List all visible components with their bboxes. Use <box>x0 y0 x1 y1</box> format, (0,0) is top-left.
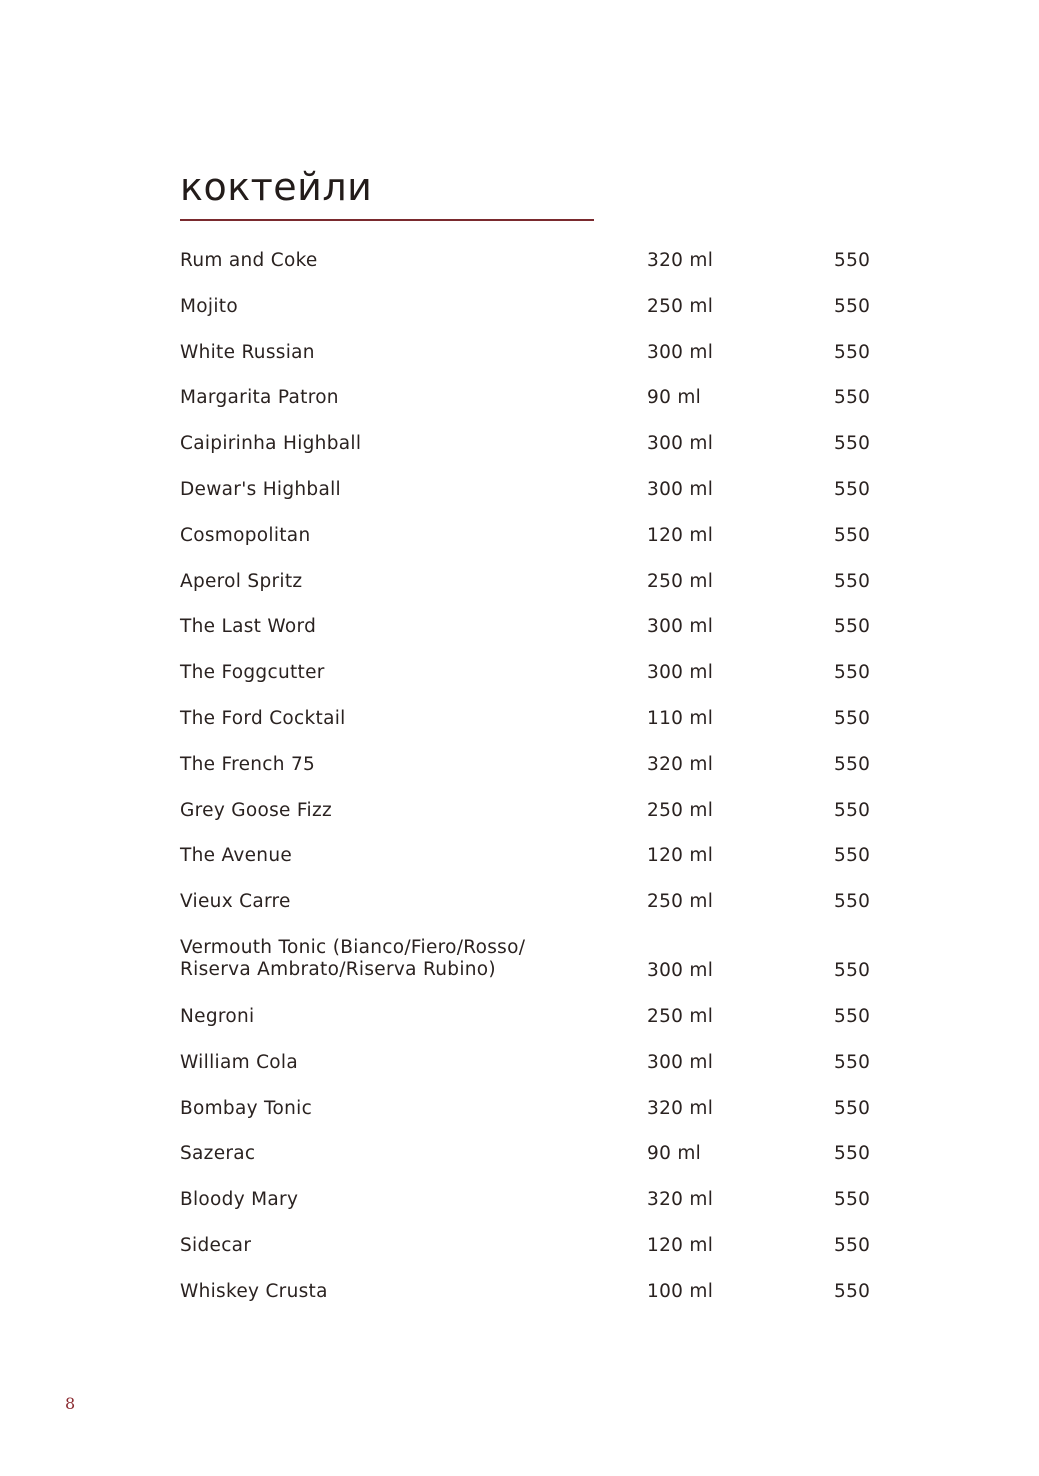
item-price: 550 <box>834 1051 871 1073</box>
menu-item <box>180 797 880 843</box>
menu-item <box>180 430 880 476</box>
item-name: The French 75 <box>180 753 316 775</box>
item-price: 550 <box>834 799 871 821</box>
item-name: Margarita Patron <box>180 387 339 409</box>
menu-item <box>180 1232 880 1278</box>
item-name: The Avenue <box>180 845 293 867</box>
item-name: Whiskey Crusta <box>180 1280 328 1302</box>
item-name: The Foggcutter <box>180 662 325 684</box>
item-price: 550 <box>834 662 871 684</box>
item-name: Cosmopolitan <box>180 524 311 546</box>
item-price: 550 <box>834 707 871 729</box>
item-price: 550 <box>834 1005 871 1027</box>
item-volume: 100 ml <box>647 1280 714 1302</box>
item-price: 550 <box>834 1189 871 1211</box>
item-name: The Last Word <box>180 616 317 638</box>
item-volume: 300 ml <box>647 1051 714 1073</box>
item-price: 550 <box>834 250 871 271</box>
item-volume: 250 ml <box>647 1005 714 1027</box>
item-name: William Cola <box>180 1051 298 1073</box>
item-name: Bombay Tonic <box>180 1097 313 1119</box>
item-volume: 300 ml <box>647 478 714 500</box>
item-name: Dewar's Highball <box>180 478 341 500</box>
menu-item <box>180 842 880 888</box>
menu-item <box>180 705 880 751</box>
item-volume: 300 ml <box>647 662 714 684</box>
item-price: 550 <box>834 1234 871 1256</box>
item-price: 550 <box>834 387 871 409</box>
item-volume: 120 ml <box>647 524 714 546</box>
menu-item <box>180 476 880 522</box>
item-volume: 90 ml <box>647 387 702 409</box>
item-volume: 250 ml <box>647 295 714 317</box>
item-price: 550 <box>834 524 871 546</box>
menu-item <box>180 1095 880 1141</box>
item-price: 550 <box>834 1143 871 1165</box>
item-volume: 120 ml <box>647 1234 714 1256</box>
item-name: White Russian <box>180 341 315 363</box>
item-price: 550 <box>834 753 871 775</box>
item-name: Bloody Mary <box>180 1189 299 1211</box>
item-volume: 250 ml <box>647 799 714 821</box>
menu-item <box>180 522 880 568</box>
item-name: Negroni <box>180 1005 255 1027</box>
menu-item <box>180 1278 880 1324</box>
menu-item <box>180 1003 880 1049</box>
menu-item <box>180 1186 880 1232</box>
item-volume: 250 ml <box>647 570 714 592</box>
item-name: Sidecar <box>180 1234 252 1256</box>
item-name: Caipirinha Highball <box>180 433 362 455</box>
item-price: 550 <box>834 570 871 592</box>
menu-item <box>180 659 880 705</box>
menu-item <box>180 339 880 385</box>
item-volume: 320 ml <box>647 1189 714 1211</box>
item-volume: 320 ml <box>647 1097 714 1119</box>
item-price: 550 <box>834 295 871 317</box>
item-volume: 250 ml <box>647 891 714 913</box>
item-name: Sazerac <box>180 1143 256 1165</box>
menu-item <box>180 1140 880 1186</box>
page-title: коктейли <box>180 165 373 209</box>
item-name: Aperol Spritz <box>180 570 303 592</box>
item-price: 550 <box>834 478 871 500</box>
menu-item <box>180 384 880 430</box>
item-volume: 300 ml <box>647 959 714 981</box>
menu-item <box>180 568 880 614</box>
item-volume: 110 ml <box>647 707 714 729</box>
item-volume: 320 ml <box>647 250 714 271</box>
item-volume: 320 ml <box>647 753 714 775</box>
menu-item <box>180 613 880 659</box>
item-name: Vermouth Tonic (Bianco/Fiero/Rosso/ Riserva Ambrato/Riserva Rubino) <box>180 936 526 980</box>
page-number: 8 <box>65 1394 76 1413</box>
item-volume: 90 ml <box>647 1143 702 1165</box>
menu-item <box>180 293 880 339</box>
item-volume: 300 ml <box>647 616 714 638</box>
item-volume: 300 ml <box>647 433 714 455</box>
item-name: Mojito <box>180 295 238 317</box>
item-price: 550 <box>834 891 871 913</box>
menu-item <box>180 934 880 1003</box>
item-name: The Ford Cocktail <box>180 707 346 729</box>
menu-item <box>180 1049 880 1095</box>
item-price: 550 <box>834 341 871 363</box>
menu-item <box>180 888 880 934</box>
item-price: 550 <box>834 845 871 867</box>
item-price: 550 <box>834 433 871 455</box>
menu-item <box>180 247 880 293</box>
item-price: 550 <box>834 616 871 638</box>
menu-item <box>180 751 880 797</box>
item-price: 550 <box>834 959 871 981</box>
item-name: Rum and Coke <box>180 250 318 271</box>
item-volume: 120 ml <box>647 845 714 867</box>
item-name: Grey Goose Fizz <box>180 799 332 821</box>
item-price: 550 <box>834 1097 871 1119</box>
item-volume: 300 ml <box>647 341 714 363</box>
item-price: 550 <box>834 1280 871 1302</box>
cocktail-list <box>180 247 880 1324</box>
title-underline <box>180 219 594 221</box>
item-name: Vieux Carre <box>180 891 291 913</box>
